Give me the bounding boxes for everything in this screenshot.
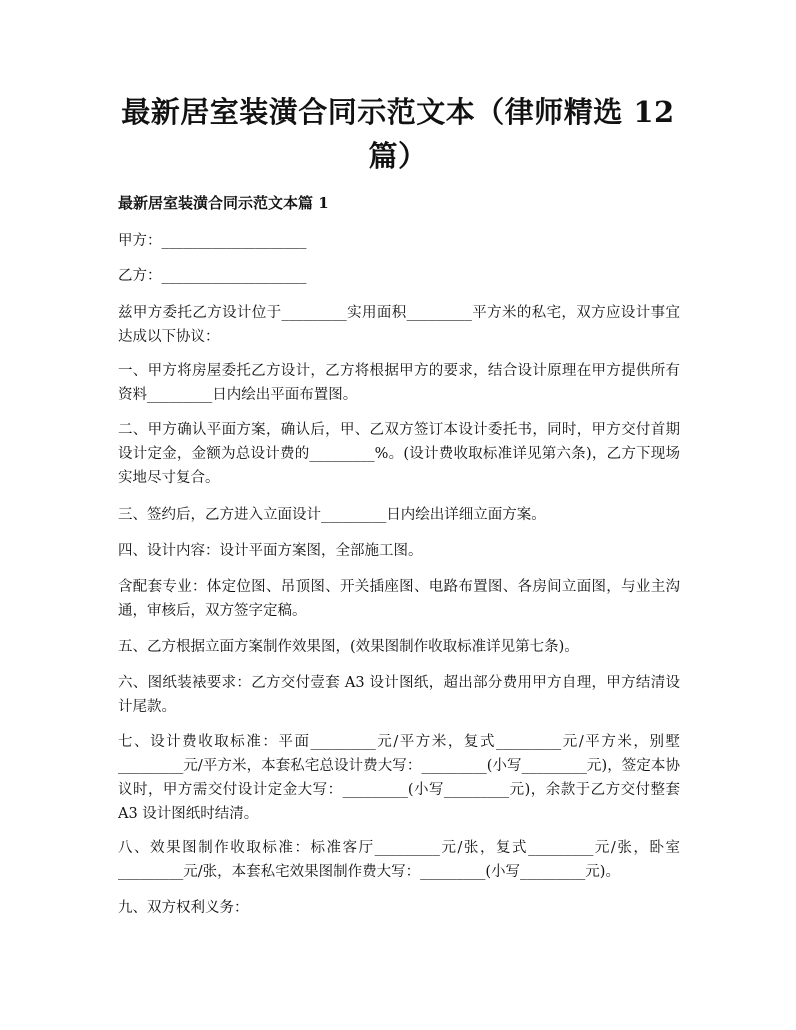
section-heading: 最新居室装潢合同示范文本篇 1 (118, 194, 329, 212)
paragraph-clause-3: 三、签约后，乙方进入立面设计_________日内绘出详细立面方案。 (118, 507, 546, 523)
paragraph-clause-1: 一、甲方将房屋委托乙方设计，乙方将根据甲方的要求，结合设计原理在甲方提供所有资料_________日内绘出平面布置图。 (118, 363, 680, 403)
paragraph-clause-6: 六、图纸装裱要求：乙方交付壹套 A3 设计图纸，超出部分费用甲方自理，甲方结清设计尾款。 (118, 675, 680, 715)
paragraph-intro: 兹甲方委托乙方设计位于_________实用面积_________平方米的私宅，双方应设计事宜达成以下协议： (118, 305, 680, 345)
party-a-line: 甲方：____________________ (118, 233, 307, 249)
paragraph-supporting-drawings: 含配套专业：体定位图、吊顶图、开关插座图、电路布置图、各房间立面图，与业主沟通，审核后，双方签字定稿。 (118, 579, 680, 619)
paragraph-clause-8: 八、效果图制作收取标准：标准客厅_________元/张，复式_________元/张，卧室_________元/张，本套私宅效果图制作费大写：_________(小写_________元)。 (118, 840, 680, 880)
paragraph-clause-2: 二、甲方确认平面方案，确认后，甲、乙双方签订本设计委托书，同时，甲方交付首期设计定金，金额为总设计费的_________%。(设计费收取标准详见第六条)，乙方下现场实地尽寸复合。 (118, 422, 680, 486)
paragraph-clause-4: 四、设计内容：设计平面方案图，全部施工图。 (118, 543, 423, 559)
paragraph-clause-9: 九、双方权利义务： (118, 900, 249, 916)
paragraph-clause-7: 七、设计费收取标准：平面_________元/平方米，复式_________元/平方米，别墅_________元/平方米，本套私宅总设计费大写：_________(小写_________元)，签定本协议时，甲方需交付设计定金大写：_________(小写_________元)，余款于乙方交付整套 A3 设计图纸时结清。 (118, 734, 680, 822)
party-b-line: 乙方：____________________ (118, 268, 307, 284)
paragraph-clause-5: 五、乙方根据立面方案制作效果图，(效果图制作收取标准详见第七条)。 (118, 639, 579, 655)
document-title: 最新居室装潢合同示范文本（律师精选 12 篇） (121, 95, 675, 173)
